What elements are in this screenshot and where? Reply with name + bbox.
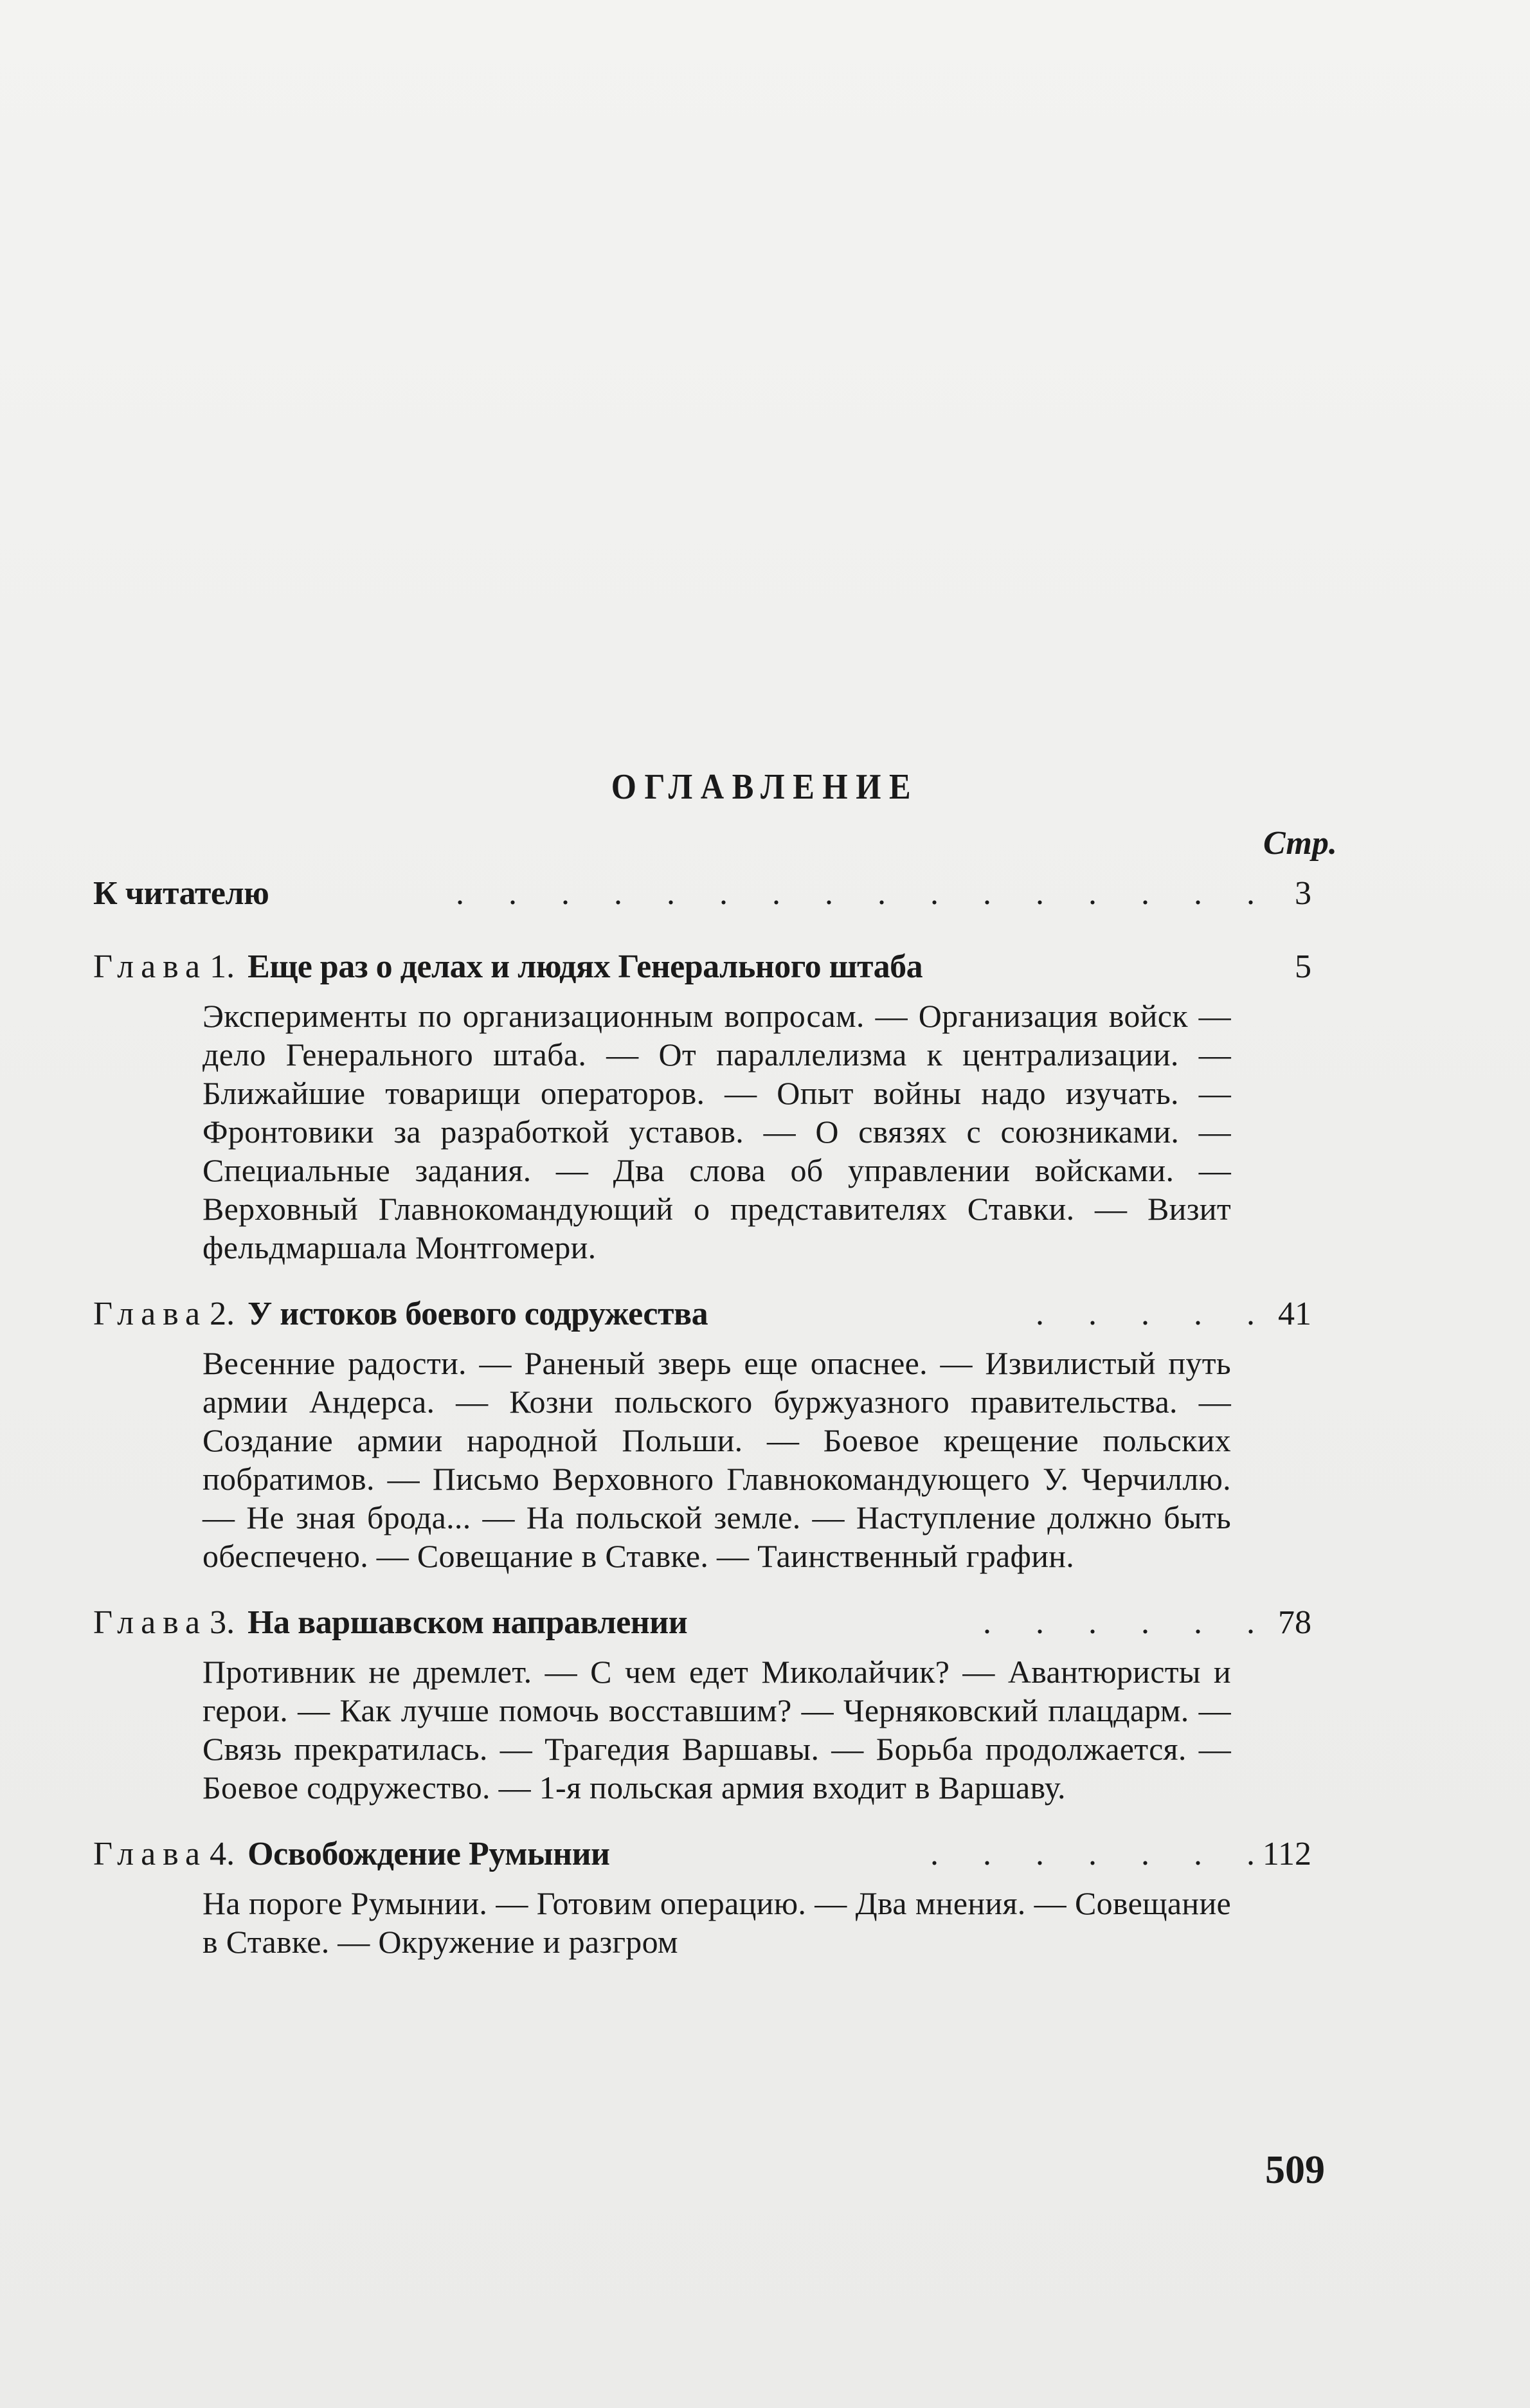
toc-title: ОГЛАВЛЕНИЕ <box>611 767 919 807</box>
toc-entry-chapter-4[interactable] <box>93 1829 1311 1961</box>
chapter-number: 2. <box>210 1296 235 1332</box>
entry-heading <box>93 868 1311 919</box>
entry-title: У истоков боевого содружества <box>248 1296 708 1332</box>
entry-page-number: 3 <box>1295 875 1311 912</box>
chapter-number: 1. <box>210 948 235 985</box>
entry-title: На варшавском направлении <box>248 1604 688 1641</box>
toc-entries <box>93 868 1311 1983</box>
leader-dots: . . . . . . . <box>930 1836 1273 1872</box>
entry-page-number: 41 <box>1278 1296 1311 1332</box>
chapter-description: Противник не дремлет. — С чем едет Миколайчик? — Авантюристы и герои. — Как лучше помочь восставшим? — Черняковский плацдарм. — Связь прекратилась. — Трагедия Варшавы. — Борьба продолжается. — Боевое содружество. — 1-я польская армия входит в Варшаву. <box>203 1654 1231 1806</box>
entry-heading <box>93 1289 1311 1340</box>
chapter-prefix: Глава <box>93 948 208 985</box>
entry-page-number: 78 <box>1278 1604 1311 1641</box>
entry-heading <box>93 1597 1311 1649</box>
leader-dots: . . . . . . . . . . . . . . . . <box>456 875 1273 912</box>
leader-dots: . . . . . <box>1036 1296 1273 1332</box>
chapter-description: Эксперименты по организационным вопросам. — Организация войск — дело Генерального штаба. — От параллелизма к централизации. — Ближайшие товарищи операторов. — Опыт войны надо изучать. — Фронтовики за разработкой уставов. — О связях с союзниками. — Специальные задания. — Два слова об управлении войсками. — Верховный Главнокомандующий о представителях Ставки. — Визит фельдмаршала Монтгомери. <box>203 998 1231 1265</box>
entry-page-number: 5 <box>1295 948 1311 985</box>
entry-title: Освобождение Румынии <box>248 1836 610 1872</box>
entry-page-number: 112 <box>1262 1836 1311 1872</box>
entry-title: К читателю <box>93 875 269 912</box>
chapter-prefix: Глава <box>93 1836 208 1872</box>
chapter-prefix: Глава <box>93 1296 208 1332</box>
chapter-number: 3. <box>210 1604 235 1641</box>
pages-column-label: Стр. <box>1263 825 1337 862</box>
entry-title: Еще раз о делах и людях Генерального штаба <box>248 948 923 985</box>
leader-dots: . . . . . . <box>983 1604 1273 1641</box>
chapter-description: На пороге Румынии. — Готовим операцию. — Два мнения. — Совещание в Ставке. — Окружение и разгром <box>203 1885 1231 1960</box>
chapter-description: Весенние радости. — Раненый зверь еще опаснее. — Извилистый путь армии Андерса. — Козни польского буржуазного правительства. — Создание армии народной Польши. — Боевое крещение польских побратимов. — Письмо Верховного Главнокомандующего У. Черчиллю. — Не зная брода... — На польской земле. — Наступление должно быть обеспечено. — Совещание в Ставке. — Таинственный графин. <box>203 1345 1231 1574</box>
page-folio-number: 509 <box>1265 2148 1325 2192</box>
toc-entry-chapter-1[interactable] <box>93 941 1311 1267</box>
chapter-number: 4. <box>210 1836 235 1872</box>
toc-entry-chapter-2[interactable] <box>93 1289 1311 1575</box>
chapter-prefix: Глава <box>93 1604 208 1641</box>
toc-entry-to-reader[interactable] <box>93 868 1311 919</box>
entry-heading <box>93 1829 1311 1880</box>
entry-heading <box>93 941 1311 993</box>
toc-entry-chapter-3[interactable] <box>93 1597 1311 1807</box>
